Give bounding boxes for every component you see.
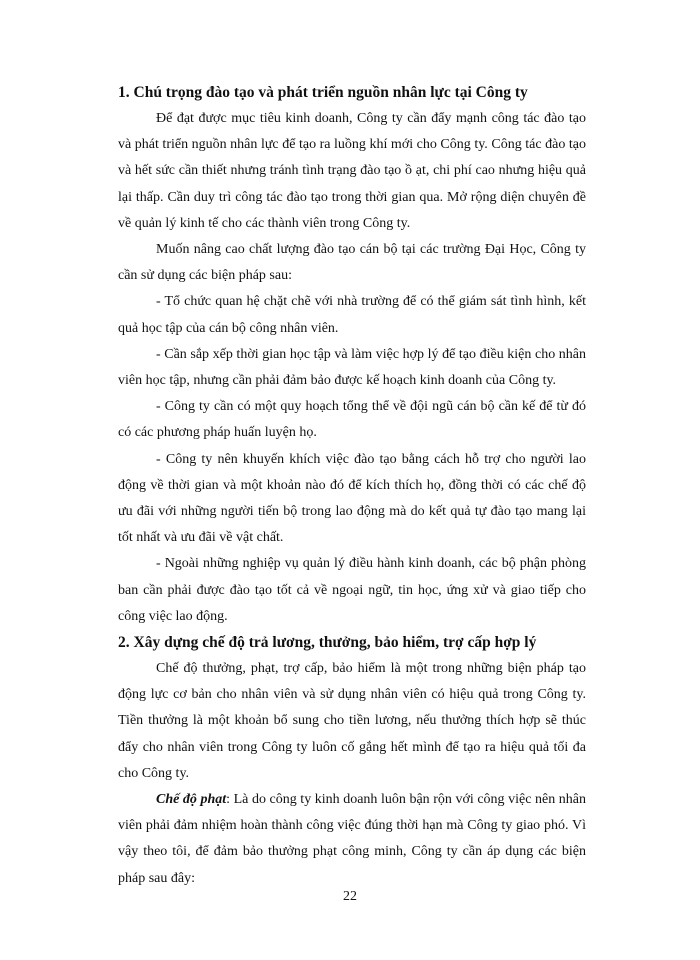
bullet-item-4: - Công ty nên khuyến khích việc đào tạo bằng cách hỗ trợ cho người lao động về thời gian và một khoản nào đó để kích thích họ, đồng thời có các chế độ ưu đãi với những người tiến bộ trong lao động mà do kết quả tự đào tạo mang lại tốt nhất và ưu đãi về vật chất.	[118, 451, 586, 546]
section-1-heading: 1. Chú trọng đào tạo và phát triển nguồn nhân lực tại Công ty	[118, 84, 528, 101]
bullet-item-1: - Tổ chức quan hệ chặt chẽ với nhà trường để có thể giám sát tình hình, kết quả học tập của cán bộ công nhân viên.	[118, 294, 586, 336]
penalty-regime-label: Chế độ phạt	[156, 792, 227, 808]
section-1-paragraph-1: Để đạt được mục tiêu kinh doanh, Công ty cần đẩy mạnh công tác đào tạo và phát triển nguồn nhân lực để tạo ra luồng khí mới cho Công ty. Công tác đào tạo và hết sức cần thiết nhưng tránh tình trạng đào tạo ồ ạt, chi phí cao nhưng hiệu quả lại thấp. Cần duy trì công tác đào tạo trong thời gian qua. Mở rộng diện chuyên đề về quản lý kinh tế cho các thành viên trong Công ty.	[118, 111, 586, 231]
document-page	[118, 80, 586, 892]
bullet-item-3: - Công ty cần có một quy hoạch tổng thể về đội ngũ cán bộ cần kế để từ đó có các phương pháp huấn luyện họ.	[118, 399, 586, 441]
section-1-paragraph-2: Muốn nâng cao chất lượng đào tạo cán bộ tại các trường Đại Học, Công ty cần sử dụng các biện pháp sau:	[118, 242, 586, 284]
penalty-regime-text: : Là do công ty kinh doanh luôn bận rộn với công việc nên nhân viên phải đảm nhiệm hoàn thành công việc đúng thời hạn mà Công ty giao phó. Vì vậy theo tôi, để đảm bảo thưởng phạt công minh, Công ty cần áp dụng các biện pháp sau đây:	[118, 792, 586, 886]
page-number: 22	[343, 889, 357, 904]
bullet-item-5: - Ngoài những nghiệp vụ quản lý điều hành kinh doanh, các bộ phận phòng ban cần phải được đào tạo tốt cả về ngoại ngữ, tin học, ứng xử và giao tiếp cho công việc lao động.	[118, 556, 586, 624]
section-2-paragraph-2	[118, 787, 586, 892]
bullet-item-2: - Cần sắp xếp thời gian học tập và làm việc hợp lý để tạo điều kiện cho nhân viên học tập, nhưng cần phải đảm bảo được kế hoạch kinh doanh của Công ty.	[118, 346, 586, 389]
section-2-paragraph-1: Chế độ thưởng, phạt, trợ cấp, bảo hiểm là một trong những biện pháp tạo động lực cơ bản cho nhân viên và sử dụng nhân viên có hiệu quả trong Công ty. Tiền thưởng là một khoản bổ sung cho tiền lương, nếu thưởng thích hợp sẽ thúc đẩy cho nhân viên trong Công ty luôn cố gắng hết mình để tạo ra hiệu quả tối đa cho Công ty.	[118, 661, 586, 781]
section-2-heading: 2. Xây dựng chế độ trả lương, thưởng, bảo hiểm, trợ cấp hợp lý	[118, 634, 537, 652]
